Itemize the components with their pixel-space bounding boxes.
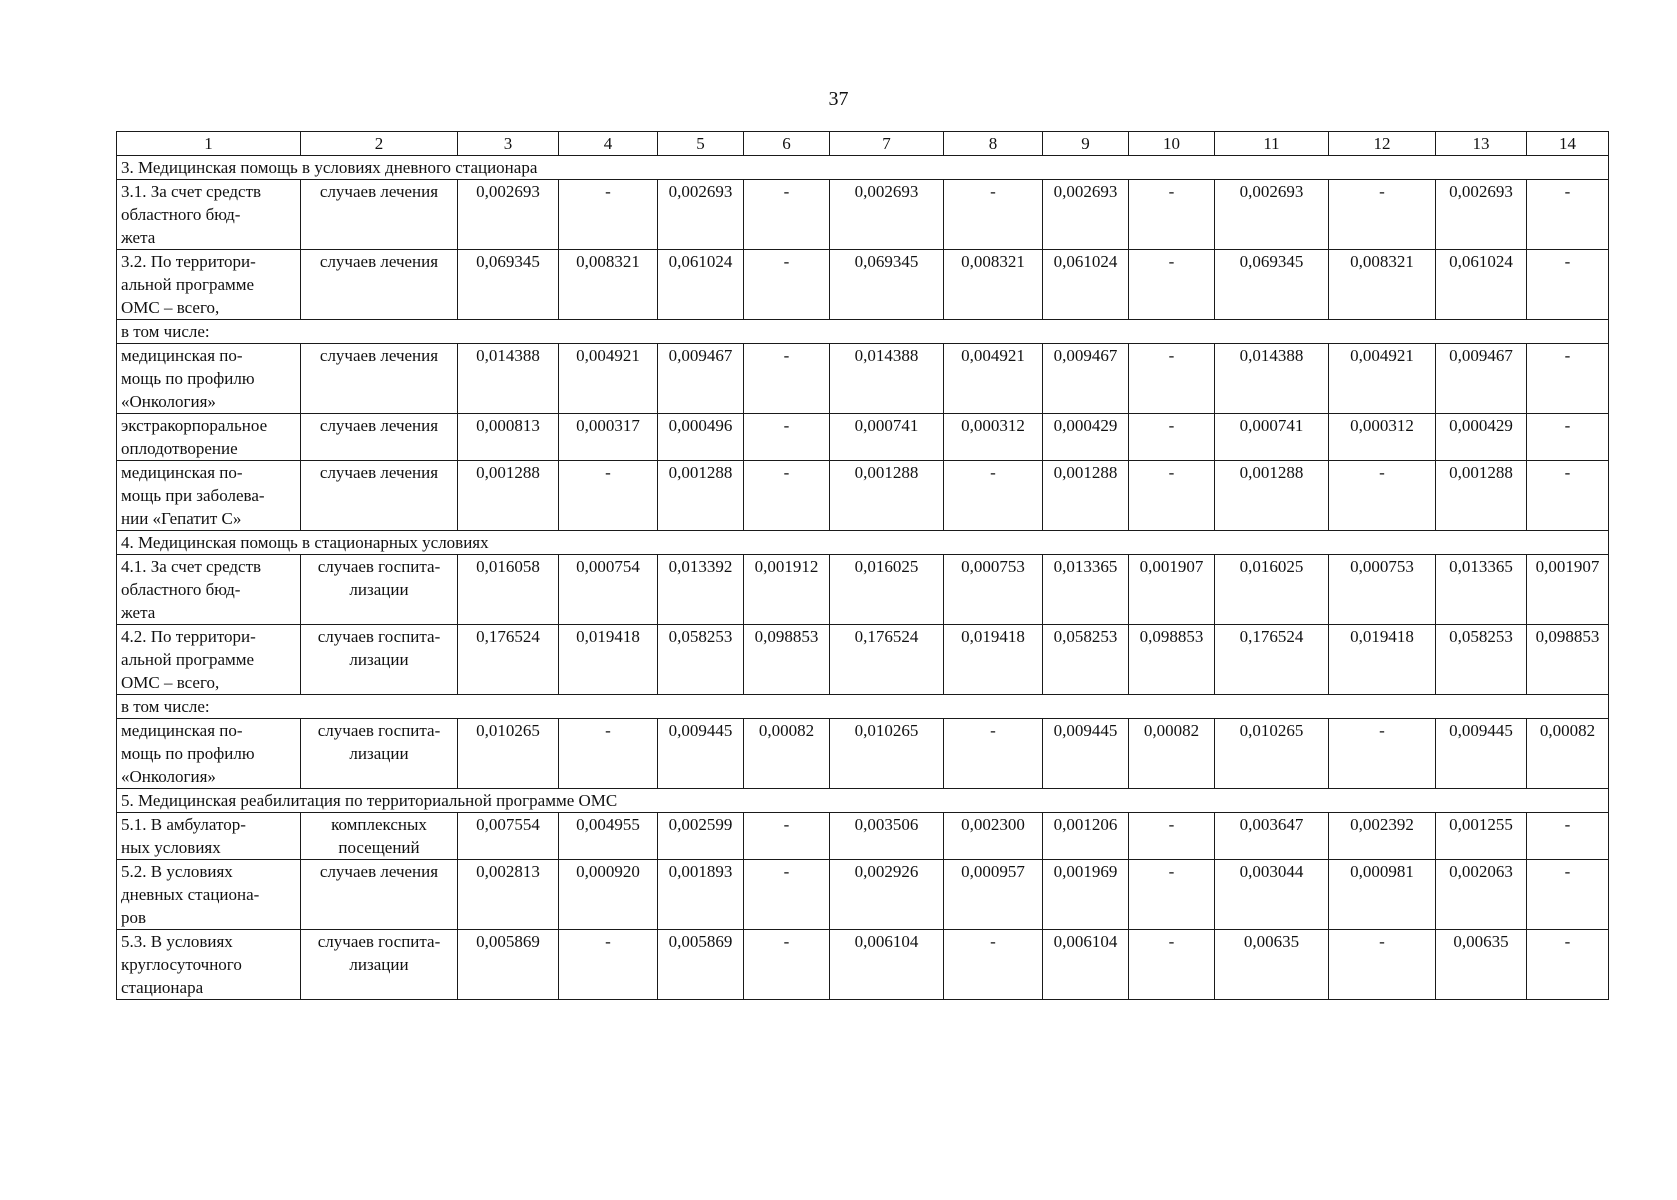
table-row [117, 344, 1609, 414]
section-title: в том числе: [117, 320, 1609, 344]
row-label: 5.3. В условиях круглосуточного стационара [117, 930, 301, 1000]
column-header: 13 [1436, 132, 1527, 156]
value-cell: 0,014388 [458, 344, 559, 414]
value-cell: 0,003044 [1215, 860, 1329, 930]
section-row [117, 695, 1609, 719]
value-cell: 0,004955 [559, 813, 658, 860]
value-cell: 0,000813 [458, 414, 559, 461]
column-header: 8 [944, 132, 1043, 156]
page-number: 37 [828, 88, 849, 110]
column-header: 6 [744, 132, 830, 156]
header-row [117, 132, 1609, 156]
value-cell: - [1527, 860, 1609, 930]
value-cell: 0,098853 [1527, 625, 1609, 695]
row-label: медицинская по- мощь по профилю «Онкология» [117, 344, 301, 414]
row-label: экстракорпоральное оплодотворение [117, 414, 301, 461]
table-body [117, 132, 1609, 1000]
row-label: 4.2. По территори- альной программе ОМС – всего, [117, 625, 301, 695]
value-cell: - [1129, 860, 1215, 930]
value-cell: 0,002300 [944, 813, 1043, 860]
value-cell: 0,004921 [559, 344, 658, 414]
value-cell: 0,000496 [658, 414, 744, 461]
data-table-container [116, 131, 1608, 1000]
value-cell: - [744, 180, 830, 250]
value-cell: 0,013392 [658, 555, 744, 625]
value-cell: - [744, 344, 830, 414]
value-cell: 0,001288 [1436, 461, 1527, 531]
value-cell: 0,006104 [1043, 930, 1129, 1000]
value-cell: - [1129, 414, 1215, 461]
row-label: 4.1. За счет средств областного бюд- жета [117, 555, 301, 625]
row-unit: случаев госпита- лизации [301, 930, 458, 1000]
value-cell: 0,069345 [458, 250, 559, 320]
value-cell: 0,002813 [458, 860, 559, 930]
value-cell: 0,176524 [1215, 625, 1329, 695]
value-cell: 0,009445 [1043, 719, 1129, 789]
value-cell: 0,000312 [944, 414, 1043, 461]
column-header: 1 [117, 132, 301, 156]
value-cell: 0,016025 [1215, 555, 1329, 625]
row-unit: случаев госпита- лизации [301, 555, 458, 625]
value-cell: 0,005869 [658, 930, 744, 1000]
value-cell: 0,002063 [1436, 860, 1527, 930]
column-header: 11 [1215, 132, 1329, 156]
value-cell: 0,005869 [458, 930, 559, 1000]
section-title: 5. Медицинская реабилитация по территориальной программе ОМС [117, 789, 1609, 813]
value-cell: 0,001288 [1043, 461, 1129, 531]
column-header: 9 [1043, 132, 1129, 156]
value-cell: - [1129, 461, 1215, 531]
column-header: 14 [1527, 132, 1609, 156]
value-cell: 0,002693 [1436, 180, 1527, 250]
value-cell: - [744, 414, 830, 461]
table-row [117, 555, 1609, 625]
column-header: 5 [658, 132, 744, 156]
row-unit: случаев лечения [301, 250, 458, 320]
value-cell: 0,001288 [1215, 461, 1329, 531]
section-title: в том числе: [117, 695, 1609, 719]
value-cell: 0,001969 [1043, 860, 1129, 930]
table-row [117, 860, 1609, 930]
value-cell: 0,176524 [458, 625, 559, 695]
value-cell: 0,009467 [658, 344, 744, 414]
value-cell: 0,001288 [830, 461, 944, 531]
value-cell: - [1527, 930, 1609, 1000]
row-unit: комплексных посещений [301, 813, 458, 860]
row-label: 3.1. За счет средств областного бюд- жета [117, 180, 301, 250]
value-cell: - [1129, 813, 1215, 860]
value-cell: - [1329, 461, 1436, 531]
value-cell: 0,001255 [1436, 813, 1527, 860]
value-cell: 0,001288 [458, 461, 559, 531]
value-cell: - [744, 461, 830, 531]
value-cell: 0,002693 [1215, 180, 1329, 250]
value-cell: 0,014388 [1215, 344, 1329, 414]
column-header: 3 [458, 132, 559, 156]
value-cell: 0,019418 [944, 625, 1043, 695]
row-label: 5.2. В условиях дневных стациона- ров [117, 860, 301, 930]
value-cell: 0,003506 [830, 813, 944, 860]
table-row [117, 625, 1609, 695]
section-title: 4. Медицинская помощь в стационарных условиях [117, 531, 1609, 555]
table-row [117, 461, 1609, 531]
value-cell: - [1527, 461, 1609, 531]
value-cell: 0,098853 [744, 625, 830, 695]
value-cell: 0,000429 [1436, 414, 1527, 461]
value-cell: 0,009445 [1436, 719, 1527, 789]
section-row [117, 320, 1609, 344]
value-cell: - [1527, 250, 1609, 320]
value-cell: 0,00082 [1129, 719, 1215, 789]
value-cell: - [1129, 250, 1215, 320]
value-cell: 0,061024 [658, 250, 744, 320]
value-cell: 0,009467 [1043, 344, 1129, 414]
value-cell: 0,013365 [1043, 555, 1129, 625]
column-header: 2 [301, 132, 458, 156]
value-cell: 0,016058 [458, 555, 559, 625]
value-cell: 0,007554 [458, 813, 559, 860]
row-unit: случаев лечения [301, 414, 458, 461]
value-cell: 0,176524 [830, 625, 944, 695]
section-row [117, 156, 1609, 180]
value-cell: 0,058253 [1043, 625, 1129, 695]
value-cell: 0,000754 [559, 555, 658, 625]
row-unit: случаев госпита- лизации [301, 719, 458, 789]
value-cell: 0,001288 [658, 461, 744, 531]
value-cell: 0,069345 [830, 250, 944, 320]
value-cell: 0,058253 [1436, 625, 1527, 695]
value-cell: 0,000753 [1329, 555, 1436, 625]
value-cell: 0,013365 [1436, 555, 1527, 625]
value-cell: 0,004921 [1329, 344, 1436, 414]
value-cell: 0,000741 [1215, 414, 1329, 461]
section-row [117, 531, 1609, 555]
value-cell: - [559, 180, 658, 250]
value-cell: 0,00082 [1527, 719, 1609, 789]
value-cell: 0,000317 [559, 414, 658, 461]
table-row [117, 414, 1609, 461]
value-cell: 0,010265 [1215, 719, 1329, 789]
row-label: медицинская по- мощь при заболева- нии «Гепатит С» [117, 461, 301, 531]
value-cell: 0,061024 [1043, 250, 1129, 320]
value-cell: - [944, 930, 1043, 1000]
value-cell: 0,000920 [559, 860, 658, 930]
value-cell: 0,016025 [830, 555, 944, 625]
section-row [117, 789, 1609, 813]
table-row [117, 930, 1609, 1000]
value-cell: - [1129, 180, 1215, 250]
column-header: 12 [1329, 132, 1436, 156]
value-cell: 0,001893 [658, 860, 744, 930]
value-cell: - [1527, 344, 1609, 414]
value-cell: 0,002392 [1329, 813, 1436, 860]
value-cell: 0,009467 [1436, 344, 1527, 414]
value-cell: 0,061024 [1436, 250, 1527, 320]
value-cell: 0,008321 [559, 250, 658, 320]
value-cell: 0,010265 [458, 719, 559, 789]
value-cell: 0,002693 [1043, 180, 1129, 250]
row-unit: случаев лечения [301, 180, 458, 250]
table-row [117, 813, 1609, 860]
value-cell: 0,00082 [744, 719, 830, 789]
value-cell: 0,003647 [1215, 813, 1329, 860]
value-cell: - [1329, 180, 1436, 250]
value-cell: - [1527, 180, 1609, 250]
value-cell: - [1129, 344, 1215, 414]
value-cell: 0,001206 [1043, 813, 1129, 860]
row-unit: случаев лечения [301, 461, 458, 531]
value-cell: 0,002926 [830, 860, 944, 930]
column-header: 10 [1129, 132, 1215, 156]
value-cell: 0,019418 [559, 625, 658, 695]
value-cell: - [559, 719, 658, 789]
value-cell: 0,014388 [830, 344, 944, 414]
column-header: 4 [559, 132, 658, 156]
value-cell: 0,098853 [1129, 625, 1215, 695]
value-cell: - [1129, 930, 1215, 1000]
value-cell: 0,000429 [1043, 414, 1129, 461]
value-cell: 0,002599 [658, 813, 744, 860]
value-cell: 0,00635 [1215, 930, 1329, 1000]
row-unit: случаев лечения [301, 860, 458, 930]
value-cell: 0,002693 [830, 180, 944, 250]
table-row [117, 719, 1609, 789]
value-cell: 0,000741 [830, 414, 944, 461]
value-cell: 0,001912 [744, 555, 830, 625]
value-cell: 0,009445 [658, 719, 744, 789]
value-cell: 0,00635 [1436, 930, 1527, 1000]
value-cell: 0,002693 [458, 180, 559, 250]
value-cell: 0,004921 [944, 344, 1043, 414]
value-cell: - [944, 719, 1043, 789]
row-label: 5.1. В амбулатор- ных условиях [117, 813, 301, 860]
value-cell: - [744, 250, 830, 320]
value-cell: - [744, 930, 830, 1000]
value-cell: 0,000957 [944, 860, 1043, 930]
value-cell: 0,008321 [944, 250, 1043, 320]
value-cell: 0,000981 [1329, 860, 1436, 930]
value-cell: 0,008321 [1329, 250, 1436, 320]
row-label: 3.2. По территори- альной программе ОМС – всего, [117, 250, 301, 320]
table-row [117, 250, 1609, 320]
row-unit: случаев госпита- лизации [301, 625, 458, 695]
value-cell: 0,019418 [1329, 625, 1436, 695]
value-cell: - [559, 461, 658, 531]
value-cell: 0,006104 [830, 930, 944, 1000]
value-cell: - [559, 930, 658, 1000]
value-cell: 0,058253 [658, 625, 744, 695]
section-title: 3. Медицинская помощь в условиях дневного стационара [117, 156, 1609, 180]
value-cell: 0,001907 [1129, 555, 1215, 625]
value-cell: 0,002693 [658, 180, 744, 250]
value-cell: 0,000753 [944, 555, 1043, 625]
table-row [117, 180, 1609, 250]
value-cell: 0,069345 [1215, 250, 1329, 320]
row-unit: случаев лечения [301, 344, 458, 414]
data-table [116, 131, 1609, 1000]
value-cell: - [1527, 414, 1609, 461]
value-cell: - [744, 813, 830, 860]
value-cell: - [944, 461, 1043, 531]
row-label: медицинская по- мощь по профилю «Онкология» [117, 719, 301, 789]
value-cell: 0,010265 [830, 719, 944, 789]
value-cell: - [944, 180, 1043, 250]
value-cell: 0,001907 [1527, 555, 1609, 625]
value-cell: - [744, 860, 830, 930]
value-cell: - [1329, 930, 1436, 1000]
value-cell: - [1329, 719, 1436, 789]
value-cell: 0,000312 [1329, 414, 1436, 461]
column-header: 7 [830, 132, 944, 156]
value-cell: - [1527, 813, 1609, 860]
